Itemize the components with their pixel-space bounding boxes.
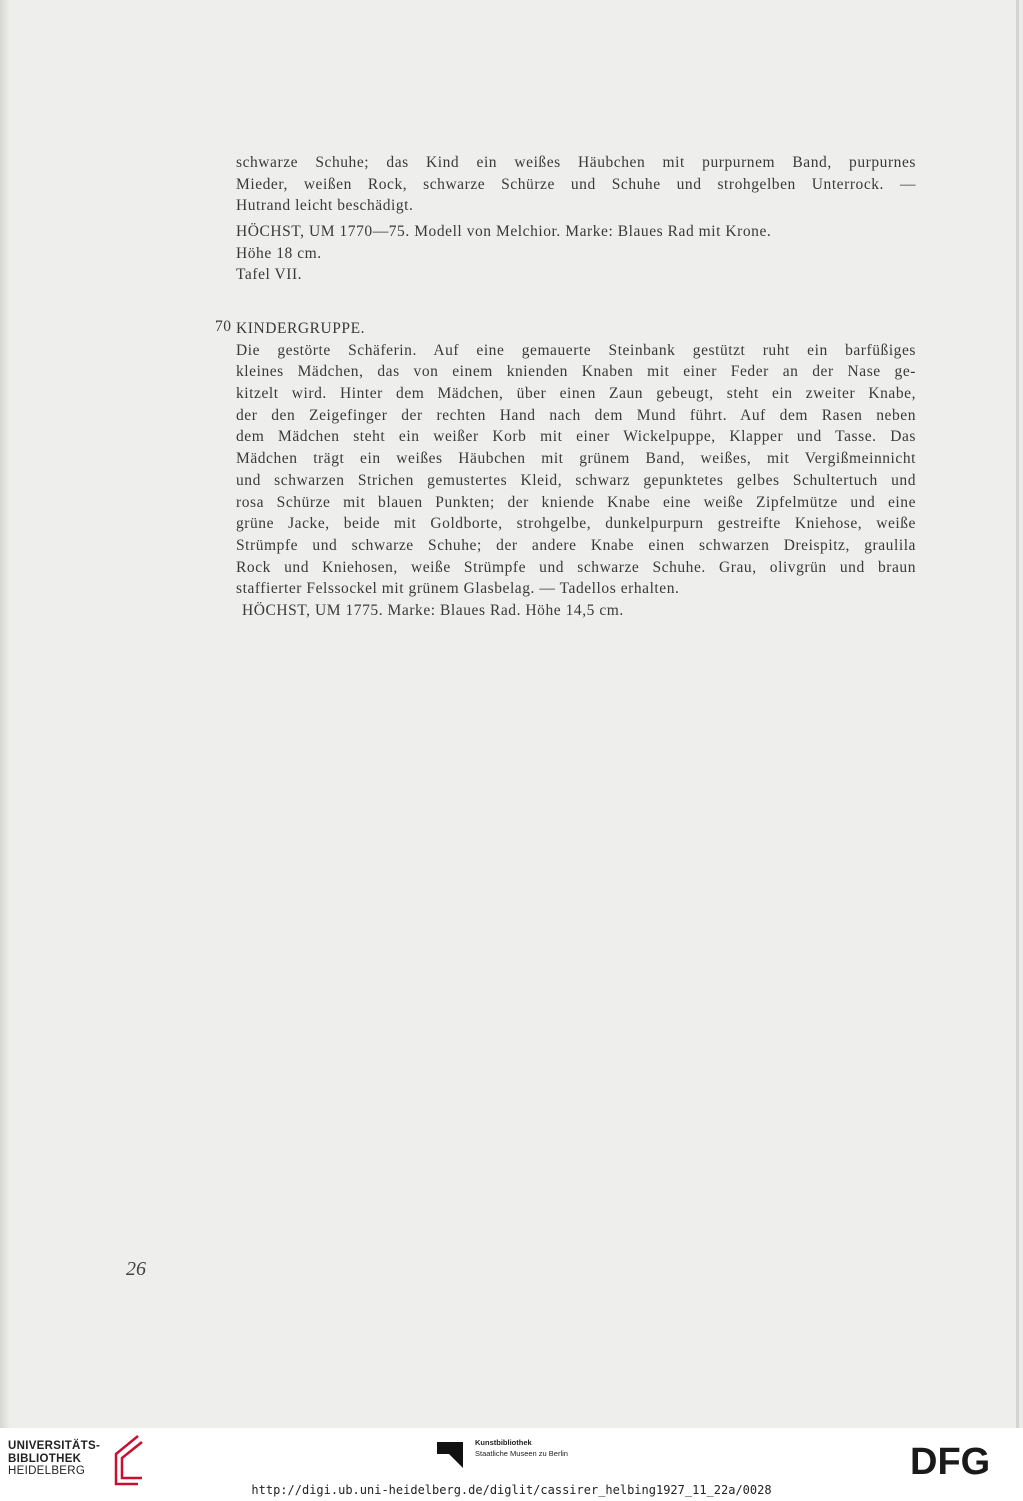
entry-number: 70 <box>215 318 232 335</box>
library-name-line3: HEIDELBERG <box>8 1465 86 1477</box>
kb-subtitle: Staatliche Museen zu Berlin <box>475 1448 568 1458</box>
provenance-line: HÖCHST, UM 1770—75. Modell von Melchior. Marke: Blaues Rad mit Krone. <box>236 223 772 241</box>
body-line: schwarze Schuhe; das Kind ein weißes Häubchen mit purpurnem Band, purpurnes <box>236 154 916 171</box>
height-line: Höhe 18 cm. <box>236 244 322 262</box>
kunstbibliothek-mark-icon <box>437 1438 467 1468</box>
body-line: rosa Schürze mit blauen Punkten; der kniende Knabe eine weiße Zipfelmütze und eine <box>236 493 916 511</box>
permalink-url[interactable]: http://digi.ub.uni-heidelberg.de/diglit/cassirer_helbing1927_11_22a/0028 <box>251 1483 772 1497</box>
body-line: Mädchen trägt ein weißes Häubchen mit grünem Band, weißes, mit Vergißmeinnicht <box>236 450 916 468</box>
body-line: kitzelt wird. Hinter dem Mädchen, über einen Zaun gebeugt, steht ein zweiter Knabe, <box>236 385 916 403</box>
body-line: Die gestörte Schäferin. Auf eine gemauerte Steinbank gestützt ruht ein barfüßiges <box>236 341 916 359</box>
page-number: 26 <box>126 1258 146 1280</box>
body-line: dem Mädchen steht ein weißer Korb mit einer Wickelpuppe, Klapper und Tasse. Das <box>236 428 916 446</box>
body-line: und schwarzen Strichen gemustertes Kleid, schwarz gepunktetes gelbes Schultertuch und <box>236 471 916 489</box>
viewer-footer <box>0 1428 1023 1501</box>
kb-name: Kunstbibliothek <box>475 1438 532 1447</box>
dfg-logo[interactable] <box>910 1444 1010 1478</box>
body-line: staffierter Felssockel mit grünem Glasbelag. — Tadellos erhalten. <box>236 580 680 598</box>
provenance-line: HÖCHST, UM 1775. Marke: Blaues Rad. Höhe 14,5 cm. <box>242 601 624 619</box>
body-line: Hutrand leicht beschädigt. <box>236 197 414 215</box>
body-line: Strümpfe und schwarze Schuhe; der andere Knabe einen schwarzen Dreispitz, graulila <box>236 536 916 554</box>
kunstbibliothek-logo[interactable] <box>437 1438 568 1473</box>
body-line: Mieder, weißen Rock, schwarze Schürze und Schuhe und strohgelben Unterrock. — <box>236 175 916 193</box>
body-line: Rock und Kniehosen, weiße Strümpfe und schwarze Schuhe. Grau, olivgrün und braun <box>236 558 916 576</box>
library-name-line1: UNIVERSITÄTS- <box>8 1440 101 1452</box>
library-name-line2: BIBLIOTHEK <box>8 1452 82 1465</box>
dfg-text: DFG <box>910 1444 991 1478</box>
entry-70 <box>236 318 916 622</box>
body-line: grüne Jacke, beide mit Goldborte, strohgelbe, dunkelpurpurn gestreifte Kniehose, weiße <box>236 515 916 533</box>
entry-continued <box>236 152 916 286</box>
scan-edge-shadow <box>0 0 10 1428</box>
body-line: der den Zeigefinger der rechten Hand nach dem Mund führt. Auf dem Rasen neben <box>236 406 916 424</box>
body-line: kleines Mädchen, das von einem knienden Knaben mit einer Feder an der Nase ge- <box>236 363 916 381</box>
plate-line: Tafel VII. <box>236 266 303 284</box>
university-library-logo[interactable] <box>8 1440 100 1478</box>
entry-title: KINDERGRUPPE. <box>236 320 366 337</box>
library-bracket-icon <box>108 1434 148 1486</box>
